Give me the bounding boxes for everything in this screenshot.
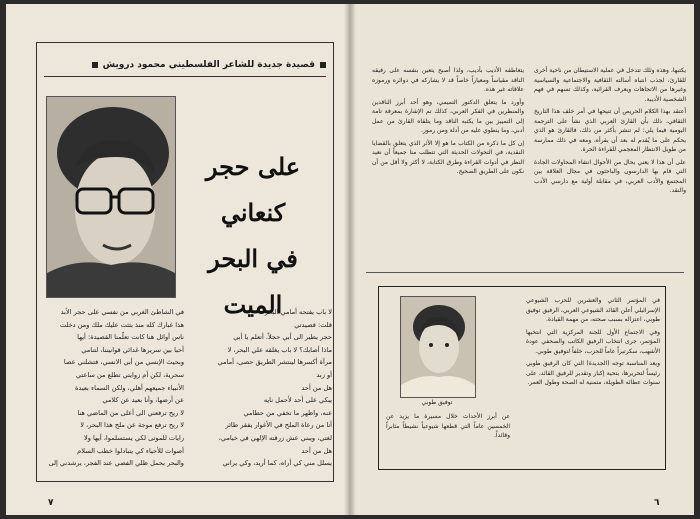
news-paragraph: عن أبرز الأحداث خلال مسيرة ما يزيد عن الخمسين عاماً التي قطعها شيوعياً نشيطاً مثابراً وقائداً. bbox=[386, 413, 510, 439]
poem-line: لا ريح ترفعني الى أعلى من الماضي هنا bbox=[77, 408, 184, 417]
poem-line: مرآة أكسرها لينتشر الطريق حصى، أمامي bbox=[217, 358, 332, 367]
news-box-text-continued bbox=[386, 412, 510, 468]
right-page bbox=[350, 4, 694, 515]
poem-line: رايات للموتى لكي يستسلموا، أيها ولا bbox=[83, 433, 184, 442]
poem-line: والبحر يحمل ظلي الفضي عند الفجر، يرشدني إلى bbox=[48, 459, 184, 468]
poem-line: هل من أحد bbox=[301, 383, 332, 392]
poem-line: ناس أوائل هنا كانت تعلّمنا القصيدة: أيها bbox=[77, 333, 184, 342]
article-paragraph: أعتقد بهذا الكلام الحريص أن تتيحها في أمر خلف هذا التاريخ الثقافي، ذلك بأن القارئ العربي الذي نشأ على الترجمة اليومية فيما يلي: لم تنشر بأكثر من ذلك، فالقارئ هو الذي يحكم على ما يُقدم له بعد أن يقرأه، ومعه في ذلك ممارسة من طويل الانتظار المعجمي للقراءة الحرة. bbox=[534, 108, 686, 153]
poem-title bbox=[178, 144, 328, 328]
news-box-text bbox=[526, 296, 660, 466]
poem-column-a bbox=[192, 306, 332, 476]
poem-line: لا باب يفتحه أمامي البحر bbox=[264, 308, 332, 316]
portrait-drawing bbox=[47, 97, 175, 297]
photo-drawing bbox=[401, 297, 475, 397]
title-line-1: على حجر كنعاني bbox=[205, 152, 301, 227]
left-page bbox=[6, 4, 350, 515]
poem-line: سحرية، لكن أم زوايتي تطلع من ساعتي bbox=[75, 370, 184, 379]
title-line-2: في البحر الميت bbox=[208, 244, 298, 319]
article-paragraph: يكتبها، وهذه وثلك تتدخل في عملية الاستيطان من ناحية أخرى للقارئ، لجذب انتباه أسالته الثقافية والاجتماعية والسياسية وغيرها من الاتجاهات ويعرف القرائية، وكذلك تسهم في فهم الشخصية الأديبة. bbox=[534, 67, 686, 103]
poem-line: أحبا بين سريرها غدائي قوانيننا، لتنامي bbox=[81, 345, 184, 354]
bullet-icon bbox=[92, 62, 98, 68]
poem-line: عنه، واظهر ما تخفي من حطامي bbox=[243, 408, 332, 417]
kicker-text: قصيدة جديدة للشاعر الفلسطيني محمود درويش bbox=[102, 60, 315, 70]
poem-line: لا ريح ترفع موجة عن ملح هذا البحر، لا bbox=[80, 421, 184, 430]
magazine-spread bbox=[6, 4, 694, 515]
article-kicker bbox=[44, 54, 326, 77]
poem-line: في الشاطئ الغربي من نفسي على حجر الأبد bbox=[60, 308, 184, 316]
poem-line: حجر يطير الى أبي حجلاً. أتعلم يا أبي bbox=[233, 333, 332, 342]
article-paragraph: وأورد ما يتعلق الدكتور التميمي، وهو أحد أبرز الناقدين والمنظرين في الفكر العربي، كذلك تم الإشارة بمعرفة تامة إلى التمييز بين ما يكتبه الناقد وما يتلقاه القارئ من عمل أدبي، وما ينطوي عليه من أدلة ومن رموز. bbox=[372, 98, 524, 134]
poem-line: قلت: قصيدتي bbox=[294, 320, 332, 329]
poem-line: أنا من رعاة الملح في الأغوار يفقر طائر bbox=[225, 421, 332, 430]
poem-line: أصوات للأحياء كي يتبادلوا خطب السلام bbox=[77, 446, 184, 455]
article-paragraph: يتعاطفه الأديب بأديب، ولذا أصبح يتعين بنفسه على رفيقه الناقد مقياساً ومعياراً خاصاً قد لا يشاركه في دوائره ورموزه علاقاته غير هذه. bbox=[372, 67, 524, 93]
photo-caption: توفيق طوبي bbox=[421, 399, 453, 406]
poem-line: هل من أحد bbox=[301, 446, 332, 455]
article-paragraph: إن كل ما ذكره من الكتاب ما هو إلا الأثر الذي يتعلق بالقضايا النقدية، في التحولات الحديثة التي تتطلب منا جميعاً أن نعيد النظر في أدوات القراءة وطرق الكتابة، لا أكثر ولا أقل من أن نكون على الطريق الصحيح. bbox=[372, 139, 524, 175]
news-paragraph: ويعد المناسبة توجه (الجديدة) التي كان الرفيق طوبي رئيساً لتحريرها، بتحية إكبار وتقدير للرفيق القائد، على سنوات عطائه الطويلة، متمنية له الصحة وطول العمر. bbox=[526, 360, 660, 386]
poet-portrait-icon bbox=[46, 96, 176, 298]
article-paragraph: على أن هذا لا يعني بحال من الأحوال انتفاء المحاولات الجادة التي قام بها الدارسون والباحثون في مجال العلاقة بين المجتمع والأدب العربي، في مقابلة أولية مع دارسي الأدب والنقد. bbox=[534, 158, 686, 194]
bullet-icon bbox=[320, 62, 326, 68]
section-divider bbox=[366, 272, 684, 273]
poem-line: يبكي على أحد لأحمل نايه bbox=[263, 396, 332, 405]
article-column-2 bbox=[372, 66, 524, 266]
poem-line: وبحيث الإنسي من أبي الانسي، فتشلني عصا bbox=[63, 358, 184, 367]
news-paragraph: وفي الاجتماع الأول للجنة المركزية التي انتخبها المؤتمر، جرى انتخاب الرفيق الكاتب والصحفي عودة الأشهب، سكرتيراً عاماً للحزب، خلفاً لتوفيق طوبي. bbox=[526, 328, 660, 355]
page-number-left: ٧ bbox=[48, 498, 54, 508]
poem-line: عن أرضها، وأنا بعيد عن كلامي bbox=[102, 396, 184, 405]
poem-line: يسلل مني كي أراه، كما أريد، وكي يراني bbox=[222, 459, 332, 468]
poem-line: الأنبياء جميعهم أهلي، ولكن السماء بعيدة bbox=[74, 383, 184, 392]
poem-line: أو زبد bbox=[316, 370, 332, 379]
page-number-right: ٦ bbox=[654, 498, 660, 508]
news-paragraph: في المؤتمر الثاني والعشرين للحزب الشيوعي الإسرائيلي أعلن القائد الشيوعي العربي، الرفيق توفيق طوبي، اعتزاله بسبب صحته، من مهمة القيادة. bbox=[526, 297, 660, 323]
article-column-1 bbox=[534, 66, 686, 266]
poem-column-b bbox=[44, 306, 184, 476]
poem-line: ماذا أصابك؟ لا باب يغلقه علي البحر، لا bbox=[227, 345, 332, 354]
spread-gutter bbox=[344, 4, 356, 515]
person-photo-icon bbox=[400, 296, 476, 398]
poem-line: هذا غبارك كله منذ بثثت عليك ملك ومن دخلت bbox=[59, 320, 184, 329]
poem-line: لغتي، ويبني عش زرقته الإلهي في خيامي، bbox=[218, 433, 332, 442]
